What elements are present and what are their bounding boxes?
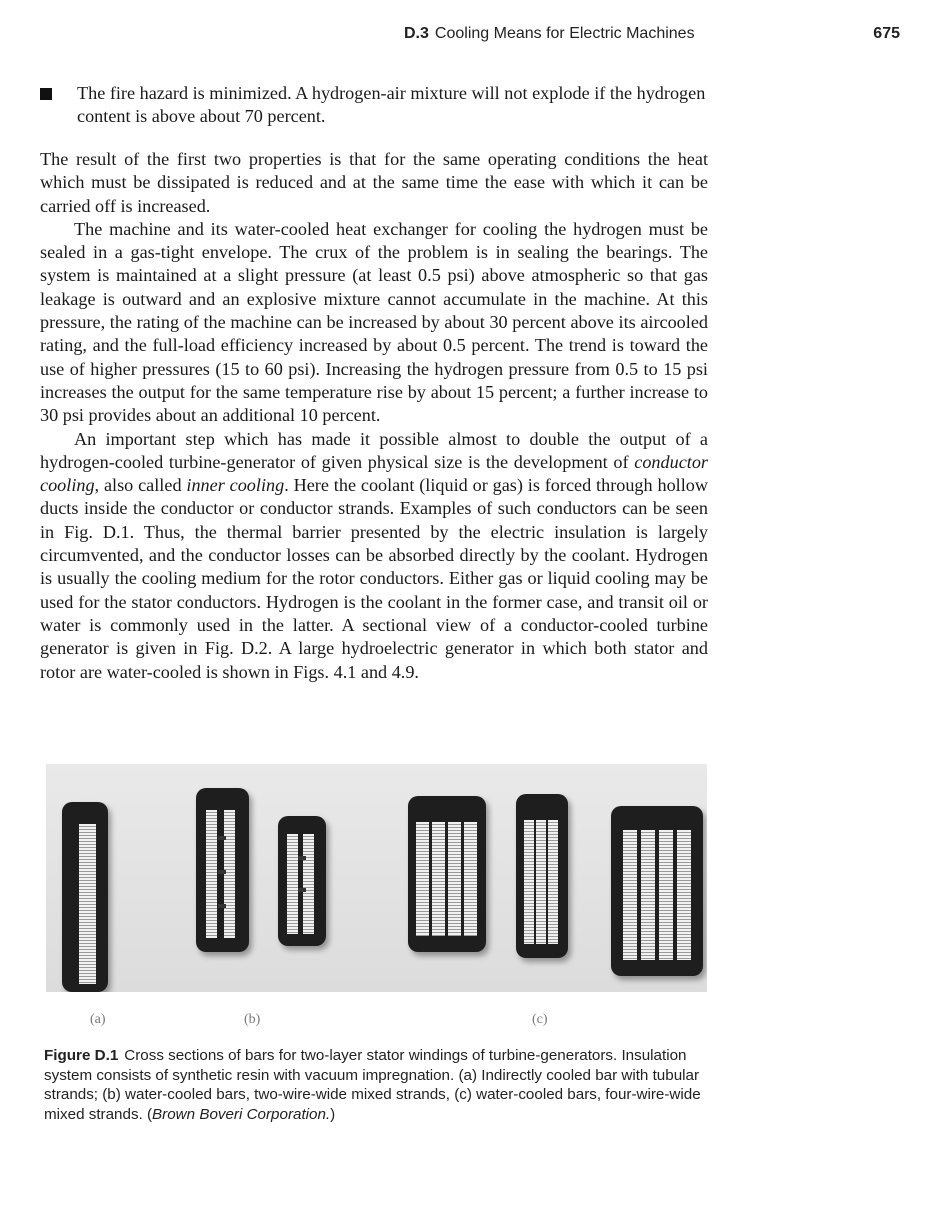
- body-text: [40, 148, 708, 684]
- sublabel-c: (c): [532, 1012, 548, 1027]
- paragraph-1: The result of the first two properties is that for the same operating conditions the heat which must be dissipated is reduced and at the same time the ease with which it can be carried off is increased.: [40, 149, 708, 216]
- paragraph-3: [40, 428, 708, 684]
- caption-credit: Brown Boveri Corporation.: [152, 1105, 331, 1123]
- section-heading: [404, 25, 695, 43]
- paragraph-3-part-a: An important step which has made it possible almost to double the output of a hydrogen-cooled turbine-generator of given physical size is the development of: [40, 428, 708, 472]
- caption-text: Cross sections of bars for two-layer stator windings of turbine-generators. Insulation system consists of synthetic resin with vacuum impregnation. (a) Indirectly cooled bar with tubular strands; (b) water-cooled bars, two-wire-wide mixed strands, (c) water-cooled bars, four-wire-wide mixed strands. (: [44, 1047, 701, 1123]
- bar-b2: [278, 816, 326, 946]
- sublabel-a: (a): [90, 1012, 106, 1027]
- figure-caption: [44, 1046, 724, 1124]
- bar-c2: [516, 794, 568, 958]
- caption-close: ): [330, 1105, 336, 1123]
- section-title: Cooling Means for Electric Machines: [434, 25, 695, 42]
- bar-b1: [196, 788, 249, 952]
- figure-label: Figure D.1: [44, 1047, 119, 1064]
- bullet-text: The fire hazard is minimized. A hydrogen-air mixture will not explode if the hydrogen content is above about 70 percent.: [77, 83, 706, 127]
- sublabel-b: (b): [244, 1012, 261, 1027]
- paragraph-3-part-c: . Here the coolant (liquid or gas) is forced through hollow ducts inside the conductor or conductor strands. Examples of such conductors can be seen in Fig. D.1. Thus, the thermal barrier presented by the electric insulation is largely circumvented, and the conductor losses can be absorbed directly by the coolant. Hydrogen is usually the cooling medium for the rotor conductors. Either gas or liquid cooling may be used for the stator conductors. Hydrogen is the coolant in the former case, and transit oil or water is commonly used in the latter. A sectional view of a conductor-cooled turbine generator is given in Fig. D.2. A large hydroelectric generator in which both stator and rotor are water-cooled is shown in Figs. 4.1 and 4.9.: [40, 475, 709, 682]
- bullet-square-icon: [40, 88, 52, 100]
- bar-c1: [408, 796, 486, 952]
- bullet-item: [40, 82, 708, 129]
- paragraph-3-part-b: also called: [99, 475, 187, 496]
- running-header: [0, 25, 936, 49]
- bar-a: [62, 802, 108, 992]
- page-number: 675: [873, 25, 900, 42]
- term-inner-cooling: inner cooling: [186, 475, 285, 496]
- paragraph-2: The machine and its water-cooled heat exchanger for cooling the hydrogen must be sealed in a gas-tight envelope. The crux of the problem is in sealing the bearings. The system is maintained at a slight pressure (at least 0.5 psi) above atmospheric so that gas leakage is outward and an explosive mixture cannot accumulate in the machine. At this pressure, the rating of the machine can be increased by about 30 percent above its aircooled rating, and the full-load efficiency increased by about 0.5 percent. The trend is toward the use of higher pressures (15 to 60 psi). Increasing the hydrogen pressure from 0.5 to 15 psi increases the output for the same temperature rise by about 15 percent; a further increase to 30 psi provides about an additional 10 percent.: [40, 218, 708, 426]
- term-conductor-cooling: conductor cooling,: [40, 451, 708, 496]
- figure-photo: [46, 764, 707, 992]
- bar-c3: [611, 806, 703, 976]
- section-number: D.3: [404, 25, 429, 42]
